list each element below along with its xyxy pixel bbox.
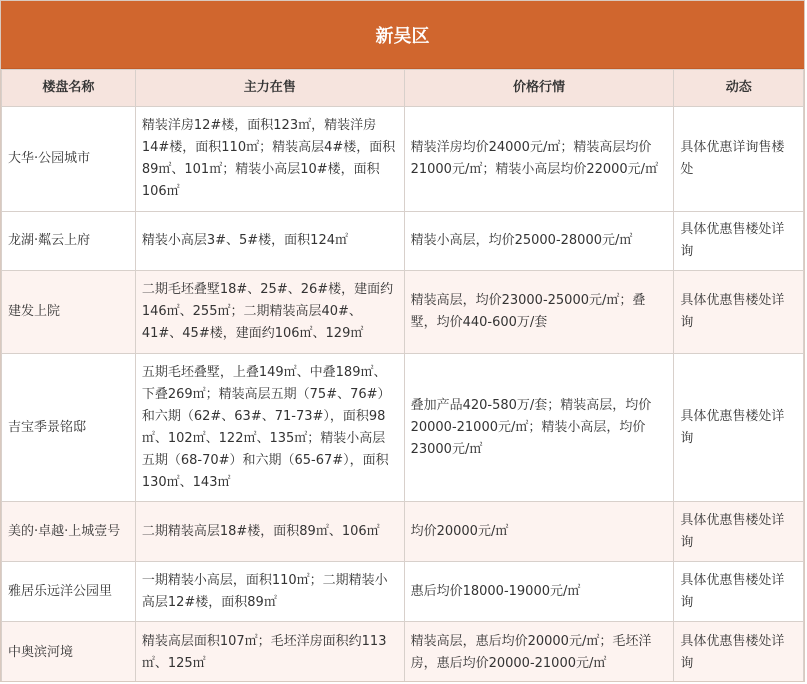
news-cell: 具体优惠详询售楼处 — [674, 107, 804, 212]
main-sale-cell: 精装小高层3#、5#楼，面积124㎡ — [135, 212, 404, 271]
table-header-row — [2, 70, 804, 107]
price-cell: 均价20000元/㎡ — [404, 502, 674, 562]
price-cell: 惠后均价18000-19000元/㎡ — [404, 562, 674, 622]
district-title: 新吴区 — [1, 1, 804, 69]
table-row — [2, 354, 804, 502]
table-row — [2, 212, 804, 271]
project-name: 雅居乐远洋公园里 — [2, 562, 136, 622]
main-sale-cell: 精装高层面积107㎡；毛坯洋房面积约113㎡、125㎡ — [135, 622, 404, 683]
project-name: 大华·公园城市 — [2, 107, 136, 212]
main-sale-cell: 精装洋房12#楼，面积123㎡，精装洋房14#楼，面积110㎡；精装高层4#楼，面积89㎡、101㎡；精装小高层10#楼，面积106㎡ — [135, 107, 404, 212]
main-sale-cell: 二期精装高层18#楼，面积89㎡、106㎡ — [135, 502, 404, 562]
news-cell: 具体优惠售楼处详询 — [674, 502, 804, 562]
project-name: 吉宝季景铭邸 — [2, 354, 136, 502]
project-name: 中奥滨河境 — [2, 622, 136, 683]
news-cell: 具体优惠售楼处详询 — [674, 622, 804, 683]
project-name: 龙湖·粼云上府 — [2, 212, 136, 271]
main-sale-cell: 五期毛坯叠墅，上叠149㎡、中叠189㎡、下叠269㎡；精装高层五期（75#、76#）和六期（62#、63#、71-73#），面积98㎡、102㎡、122㎡、135㎡；精装小高层五期（68-70#）和六期（65-67#），面积130㎡、143㎡ — [135, 354, 404, 502]
news-cell: 具体优惠售楼处详询 — [674, 354, 804, 502]
header-price: 价格行情 — [404, 70, 674, 107]
news-cell: 具体优惠售楼处详询 — [674, 562, 804, 622]
project-name: 建发上院 — [2, 271, 136, 354]
price-cell: 精装高层，惠后均价20000元/㎡；毛坯洋房，惠后均价20000-21000元/㎡ — [404, 622, 674, 683]
price-cell: 叠加产品420-580万/套；精装高层，均价20000-21000元/㎡；精装小高层，均价23000元/㎡ — [404, 354, 674, 502]
header-main-sale: 主力在售 — [135, 70, 404, 107]
property-table — [1, 69, 804, 682]
price-cell: 精装高层，均价23000-25000元/㎡；叠墅，均价440-600万/套 — [404, 271, 674, 354]
table-row — [2, 271, 804, 354]
table-row — [2, 107, 804, 212]
main-sale-cell: 二期毛坯叠墅18#、25#、26#楼，建面约146㎡、255㎡；二期精装高层40#、41#、45#楼，建面约106㎡、129㎡ — [135, 271, 404, 354]
main-sale-cell: 一期精装小高层，面积110㎡；二期精装小高层12#楼，面积89㎡ — [135, 562, 404, 622]
table-row — [2, 622, 804, 683]
project-name: 美的·卓越·上城壹号 — [2, 502, 136, 562]
header-news: 动态 — [674, 70, 804, 107]
price-cell: 精装洋房均价24000元/㎡；精装高层均价21000元/㎡；精装小高层均价22000元/㎡ — [404, 107, 674, 212]
table-row — [2, 502, 804, 562]
table-row — [2, 562, 804, 622]
news-cell: 具体优惠售楼处详询 — [674, 271, 804, 354]
header-project-name: 楼盘名称 — [2, 70, 136, 107]
news-cell: 具体优惠售楼处详询 — [674, 212, 804, 271]
price-cell: 精装小高层，均价25000-28000元/㎡ — [404, 212, 674, 271]
